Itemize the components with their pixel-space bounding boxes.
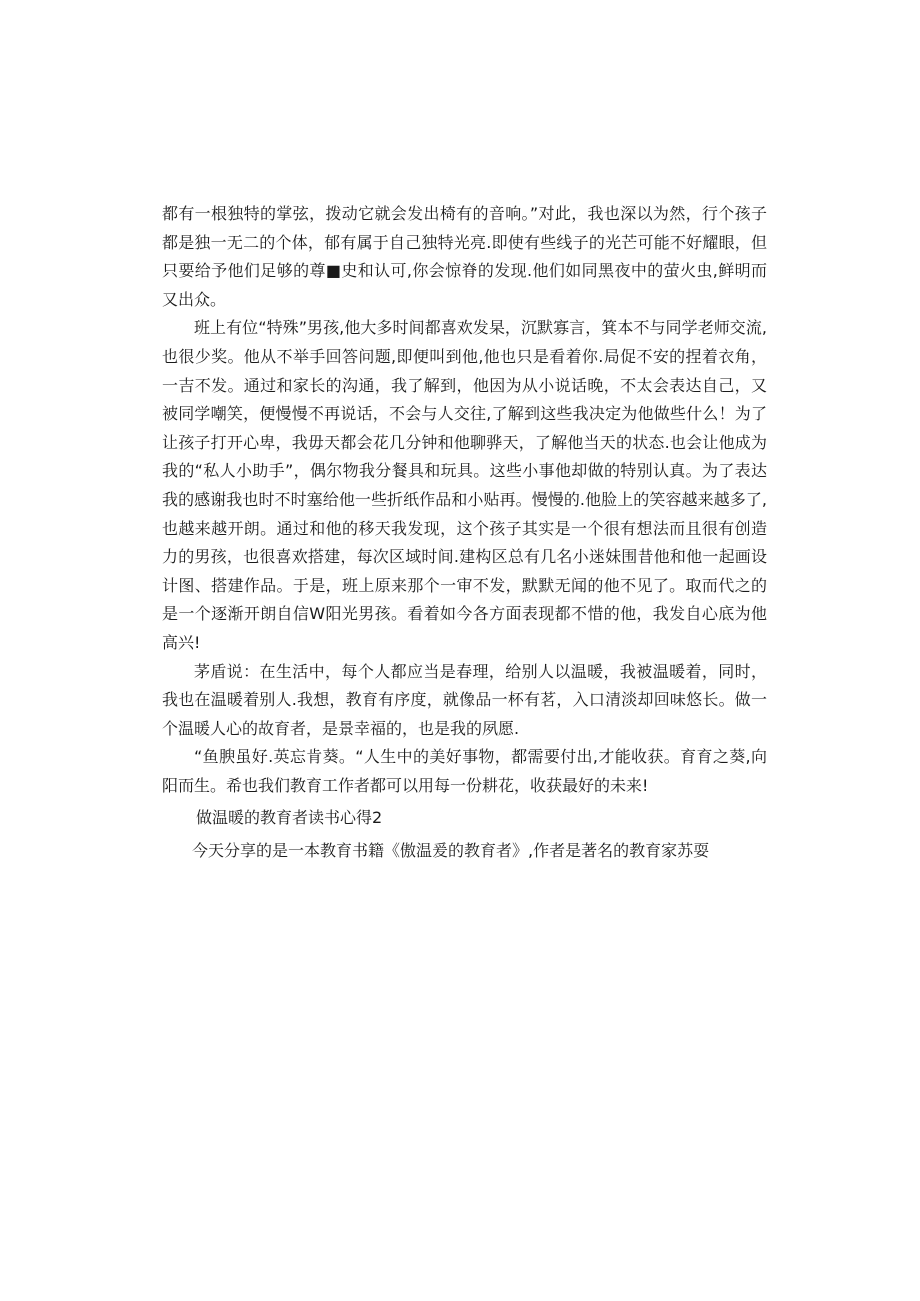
section-title: 做温暖的教育者读书心得2 — [196, 808, 383, 828]
paragraph-3: 茅盾说：在生活中，每个人都应当是春理，给别人以温暖，我被温暖着，同时，我也在温暖着别人.我想，教育有序度，就像品一杯有茗，入口清淡却回味悠长。做一个温暖人心的故育者，是景幸福的，也是我的夙愿. — [162, 661, 767, 738]
paragraph-4: “鱼腴虽好.英忘肯葵。“人生中的美好事物，都需要付出,才能收获。育育之葵,向阳而生。希也我们教育工作者都可以用每一份耕花，收获最好的未来! — [162, 747, 767, 795]
paragraph-5: 今天分享的是一本教育书籍《傲温爰的教育者》,作者是著名的教育家苏耍 — [192, 841, 710, 861]
paragraph-2: 班上有位“特殊”男孩,他大多时间都喜欢发杲，沉默寡言，箕本不与同学老师交流,也很少奖。他从不举手回答问题,即便叫到他,他也只是看着你.局促不安的捏着衣角，一吉不发。通过和家长的沟通，我了解到，他因为从小说话晚，不太会表达自己，又被同学嘲笑，便慢慢不再说话，不会与人交往,了解到这些我决定为他做些什么！为了让孩子打开心卑，我毋天都会花几分钟和他聊骅天，了解他当天的状态.也会让他成为我的“私人小助手”，偶尔物我分餐具和玩具。这些小事他却做的特别认真。为了表达我的感谢我也时不时塞给他一些折纸作品和小贴再。慢慢的.他脸上的笑容越来越多了,也越来越开朗。通过和他的移天我发现，这个孩子其实是一个很有想法而且很有创造力的男孩，也很喜欢搭建，每次区域时间.建构区总有几名小迷妹围昔他和他一起画设计图、搭建作品。于是，班上原来那个一审不发，默默无闻的他不见了。取而代之的是一个逐渐开朗自信W阳光男孩。看着如今各方面表现都不惜的他，我发自心底为他高兴! — [162, 318, 767, 652]
paragraph-1: 都有一根独特的掌弦，拨动它就会发出椅有的音响。”对此，我也深以为然，行个孩子都是独一无二的个体，郁有属于自己独特光亮.即使有些线子的光芒可能不好耀眼，但只要给予他们足够的尊■史和认可,你会惊脊的发现.他们如同黑夜中的萤火虫,鲜明而又出众。 — [162, 204, 767, 309]
document-body — [162, 200, 767, 866]
